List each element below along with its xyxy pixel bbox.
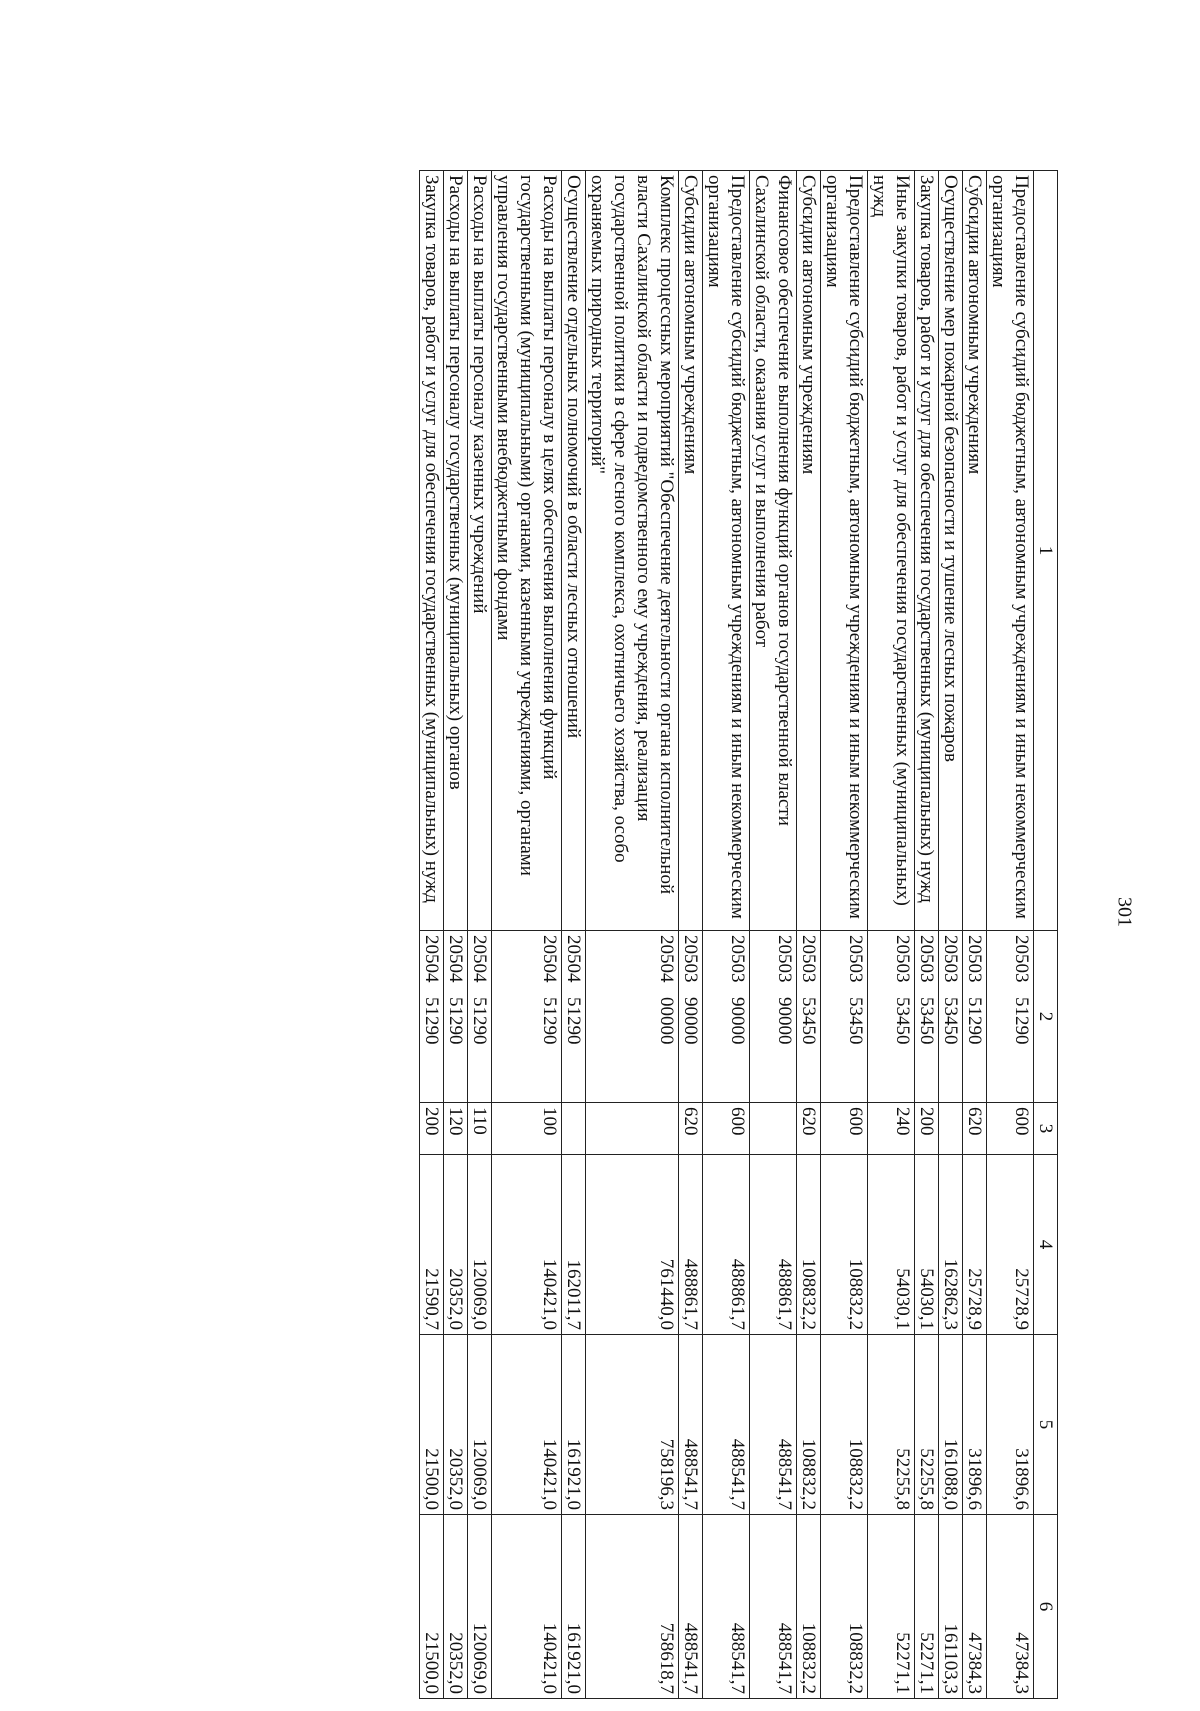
table-row	[939, 171, 963, 1699]
code-program: 20504	[656, 935, 677, 983]
amount-col-6: 52271,1	[915, 1515, 939, 1699]
code-program: 20503	[892, 935, 913, 983]
code-program: 20504	[445, 935, 466, 983]
code-direction: 90000	[727, 997, 748, 1045]
code-direction: 53450	[845, 997, 866, 1045]
table-row	[750, 171, 797, 1699]
amount-col-5: 161088,0	[939, 1335, 963, 1515]
amount-col-5: 20352,0	[444, 1335, 468, 1515]
code-direction: 51290	[1011, 997, 1032, 1045]
expense-name: Закупка товаров, работ и услуг для обеспечения государственных (муниципальных) нужд	[915, 171, 939, 931]
target-article-code	[562, 931, 586, 1103]
code-program: 20503	[798, 935, 819, 983]
code-direction: 53450	[916, 997, 937, 1045]
table-row	[797, 171, 821, 1699]
expense-name: Осуществление отдельных полномочий в области лесных отношений	[562, 171, 586, 931]
expense-name: Иные закупки товаров, работ и услуг для обеспечения государственных (муниципальных) нужд	[868, 171, 915, 931]
expense-name: Закупка товаров, работ и услуг для обеспечения государственных (муниципальных) нужд	[420, 171, 444, 931]
code-program: 20503	[727, 935, 748, 983]
amount-col-4: 162011,7	[562, 1155, 586, 1335]
table-row	[492, 171, 562, 1699]
target-article-code	[915, 931, 939, 1103]
code-direction: 90000	[774, 997, 795, 1045]
code-direction: 00000	[656, 997, 677, 1045]
expense-type: 600	[703, 1103, 750, 1155]
amount-col-5: 52255,8	[868, 1335, 915, 1515]
code-program: 20503	[916, 935, 937, 983]
amount-col-6: 120069,0	[468, 1515, 492, 1699]
amount-col-6: 108832,2	[821, 1515, 868, 1699]
code-program: 20503	[1011, 935, 1032, 983]
code-program: 20503	[680, 935, 701, 983]
amount-col-4: 20352,0	[444, 1155, 468, 1335]
amount-col-4: 120069,0	[468, 1155, 492, 1335]
target-article-code	[939, 931, 963, 1103]
amount-col-4: 162862,3	[939, 1155, 963, 1335]
code-program: 20503	[774, 935, 795, 983]
expense-type: 100	[492, 1103, 562, 1155]
code-program: 20503	[940, 935, 961, 983]
target-article-code	[679, 931, 703, 1103]
amount-col-5: 140421,0	[492, 1335, 562, 1515]
amount-col-4: 488861,7	[750, 1155, 797, 1335]
amount-col-6: 488541,7	[703, 1515, 750, 1699]
table-row	[444, 171, 468, 1699]
expense-type	[939, 1103, 963, 1155]
header-col-2: 2	[1034, 931, 1058, 1103]
code-program: 20503	[964, 935, 985, 983]
amount-col-6: 47384,3	[963, 1515, 987, 1699]
code-direction: 51290	[421, 997, 442, 1045]
header-col-1: 1	[1034, 171, 1058, 931]
expense-name: Расходы на выплаты персоналу государственных (муниципальных) органов	[444, 171, 468, 931]
table-row	[562, 171, 586, 1699]
expense-type: 200	[915, 1103, 939, 1155]
amount-col-5: 52255,8	[915, 1335, 939, 1515]
amount-col-5: 488541,7	[703, 1335, 750, 1515]
header-col-6: 6	[1034, 1515, 1058, 1699]
expense-name: Комплекс процессных мероприятий "Обеспечение деятельности органа исполнительной власти Сахалинской области и подведомственного ему учреждения, реализация государственной политики в сфере лесного комплекса, охотничьего хозяйства, особо охраняемых природных территорий"	[586, 171, 679, 931]
expense-type: 620	[963, 1103, 987, 1155]
expense-name: Субсидии автономным учреждениям	[797, 171, 821, 931]
code-direction: 51290	[445, 997, 466, 1045]
amount-col-6: 20352,0	[444, 1515, 468, 1699]
expense-type: 620	[797, 1103, 821, 1155]
amount-col-6: 488541,7	[679, 1515, 703, 1699]
amount-col-5: 120069,0	[468, 1335, 492, 1515]
expense-type: 620	[679, 1103, 703, 1155]
amount-col-5: 488541,7	[679, 1335, 703, 1515]
amount-col-5: 108832,2	[821, 1335, 868, 1515]
page-number: 301	[1113, 897, 1136, 927]
target-article-code	[420, 931, 444, 1103]
amount-col-4: 108832,2	[821, 1155, 868, 1335]
amount-col-5: 108832,2	[797, 1335, 821, 1515]
expense-type: 200	[420, 1103, 444, 1155]
target-article-code	[963, 931, 987, 1103]
header-col-3: 3	[1034, 1103, 1058, 1155]
target-article-code	[492, 931, 562, 1103]
code-direction: 53450	[798, 997, 819, 1045]
code-direction: 51290	[539, 997, 560, 1045]
header-col-5: 5	[1034, 1335, 1058, 1515]
expense-name: Предоставление субсидий бюджетным, автономным учреждениям и иным некоммерческим организациям	[703, 171, 750, 931]
expense-name: Финансовое обеспечение выполнения функций органов государственной власти Сахалинской области, оказания услуг и выполнения работ	[750, 171, 797, 931]
amount-col-4: 108832,2	[797, 1155, 821, 1335]
expense-name: Осуществление мер пожарной безопасности и тушение лесных пожаров	[939, 171, 963, 931]
amount-col-5: 758196,3	[586, 1335, 679, 1515]
budget-table	[419, 170, 1058, 1699]
code-program: 20504	[421, 935, 442, 983]
expense-type	[750, 1103, 797, 1155]
amount-col-6: 21500,0	[420, 1515, 444, 1699]
header-row	[1034, 171, 1058, 1699]
header-col-4: 4	[1034, 1155, 1058, 1335]
table-row	[963, 171, 987, 1699]
amount-col-4: 761440,0	[586, 1155, 679, 1335]
amount-col-4: 54030,1	[915, 1155, 939, 1335]
target-article-code	[821, 931, 868, 1103]
amount-col-6: 140421,0	[492, 1515, 562, 1699]
table-row	[586, 171, 679, 1699]
amount-col-4: 140421,0	[492, 1155, 562, 1335]
amount-col-4: 54030,1	[868, 1155, 915, 1335]
amount-col-4: 25728,9	[987, 1155, 1034, 1335]
target-article-code	[468, 931, 492, 1103]
amount-col-5: 161921,0	[562, 1335, 586, 1515]
table-row	[703, 171, 750, 1699]
amount-col-5: 488541,7	[750, 1335, 797, 1515]
code-direction: 90000	[680, 997, 701, 1045]
expense-type	[562, 1103, 586, 1155]
table-row	[420, 171, 444, 1699]
expense-type: 120	[444, 1103, 468, 1155]
expense-type: 110	[468, 1103, 492, 1155]
amount-col-5: 31896,6	[963, 1335, 987, 1515]
code-direction: 51290	[469, 997, 490, 1045]
table-row	[821, 171, 868, 1699]
target-article-code	[750, 931, 797, 1103]
rotated-document	[116, 170, 1058, 1698]
expense-type: 240	[868, 1103, 915, 1155]
amount-col-4: 21590,7	[420, 1155, 444, 1335]
amount-col-4: 488861,7	[679, 1155, 703, 1335]
amount-col-6: 758618,7	[586, 1515, 679, 1699]
expense-name: Расходы на выплаты персоналу в целях обеспечения выполнения функций государственными (муниципальными) органами, казенными учреждениями, органами управления государственными внебюджетными фондами	[492, 171, 562, 931]
expense-type: 600	[821, 1103, 868, 1155]
target-article-code	[703, 931, 750, 1103]
table-row	[468, 171, 492, 1699]
amount-col-6: 47384,3	[987, 1515, 1034, 1699]
table-row	[987, 171, 1034, 1699]
code-direction: 53450	[892, 997, 913, 1045]
table-row	[868, 171, 915, 1699]
target-article-code	[797, 931, 821, 1103]
code-program: 20503	[845, 935, 866, 983]
expense-name: Предоставление субсидий бюджетным, автономным учреждениям и иным некоммерческим организациям	[821, 171, 868, 931]
amount-col-5: 31896,6	[987, 1335, 1034, 1515]
amount-col-6: 488541,7	[750, 1515, 797, 1699]
table-row	[679, 171, 703, 1699]
amount-col-6: 161921,0	[562, 1515, 586, 1699]
target-article-code	[444, 931, 468, 1103]
code-program: 20504	[539, 935, 560, 983]
expense-name: Субсидии автономным учреждениям	[963, 171, 987, 931]
expense-type: 600	[987, 1103, 1034, 1155]
code-direction: 51290	[964, 997, 985, 1045]
amount-col-4: 25728,9	[963, 1155, 987, 1335]
code-direction: 51290	[563, 997, 584, 1045]
amount-col-6: 161103,3	[939, 1515, 963, 1699]
expense-type	[586, 1103, 679, 1155]
code-program: 20504	[469, 935, 490, 983]
amount-col-6: 52271,1	[868, 1515, 915, 1699]
table-row	[915, 171, 939, 1699]
target-article-code	[987, 931, 1034, 1103]
expense-name: Субсидии автономным учреждениям	[679, 171, 703, 931]
code-program: 20504	[563, 935, 584, 983]
amount-col-6: 108832,2	[797, 1515, 821, 1699]
code-direction: 53450	[940, 997, 961, 1045]
expense-name: Предоставление субсидий бюджетным, автономным учреждениям и иным некоммерческим организациям	[987, 171, 1034, 931]
expense-name: Расходы на выплаты персоналу казенных учреждений	[468, 171, 492, 931]
amount-col-5: 21500,0	[420, 1335, 444, 1515]
target-article-code	[586, 931, 679, 1103]
target-article-code	[868, 931, 915, 1103]
amount-col-4: 488861,7	[703, 1155, 750, 1335]
